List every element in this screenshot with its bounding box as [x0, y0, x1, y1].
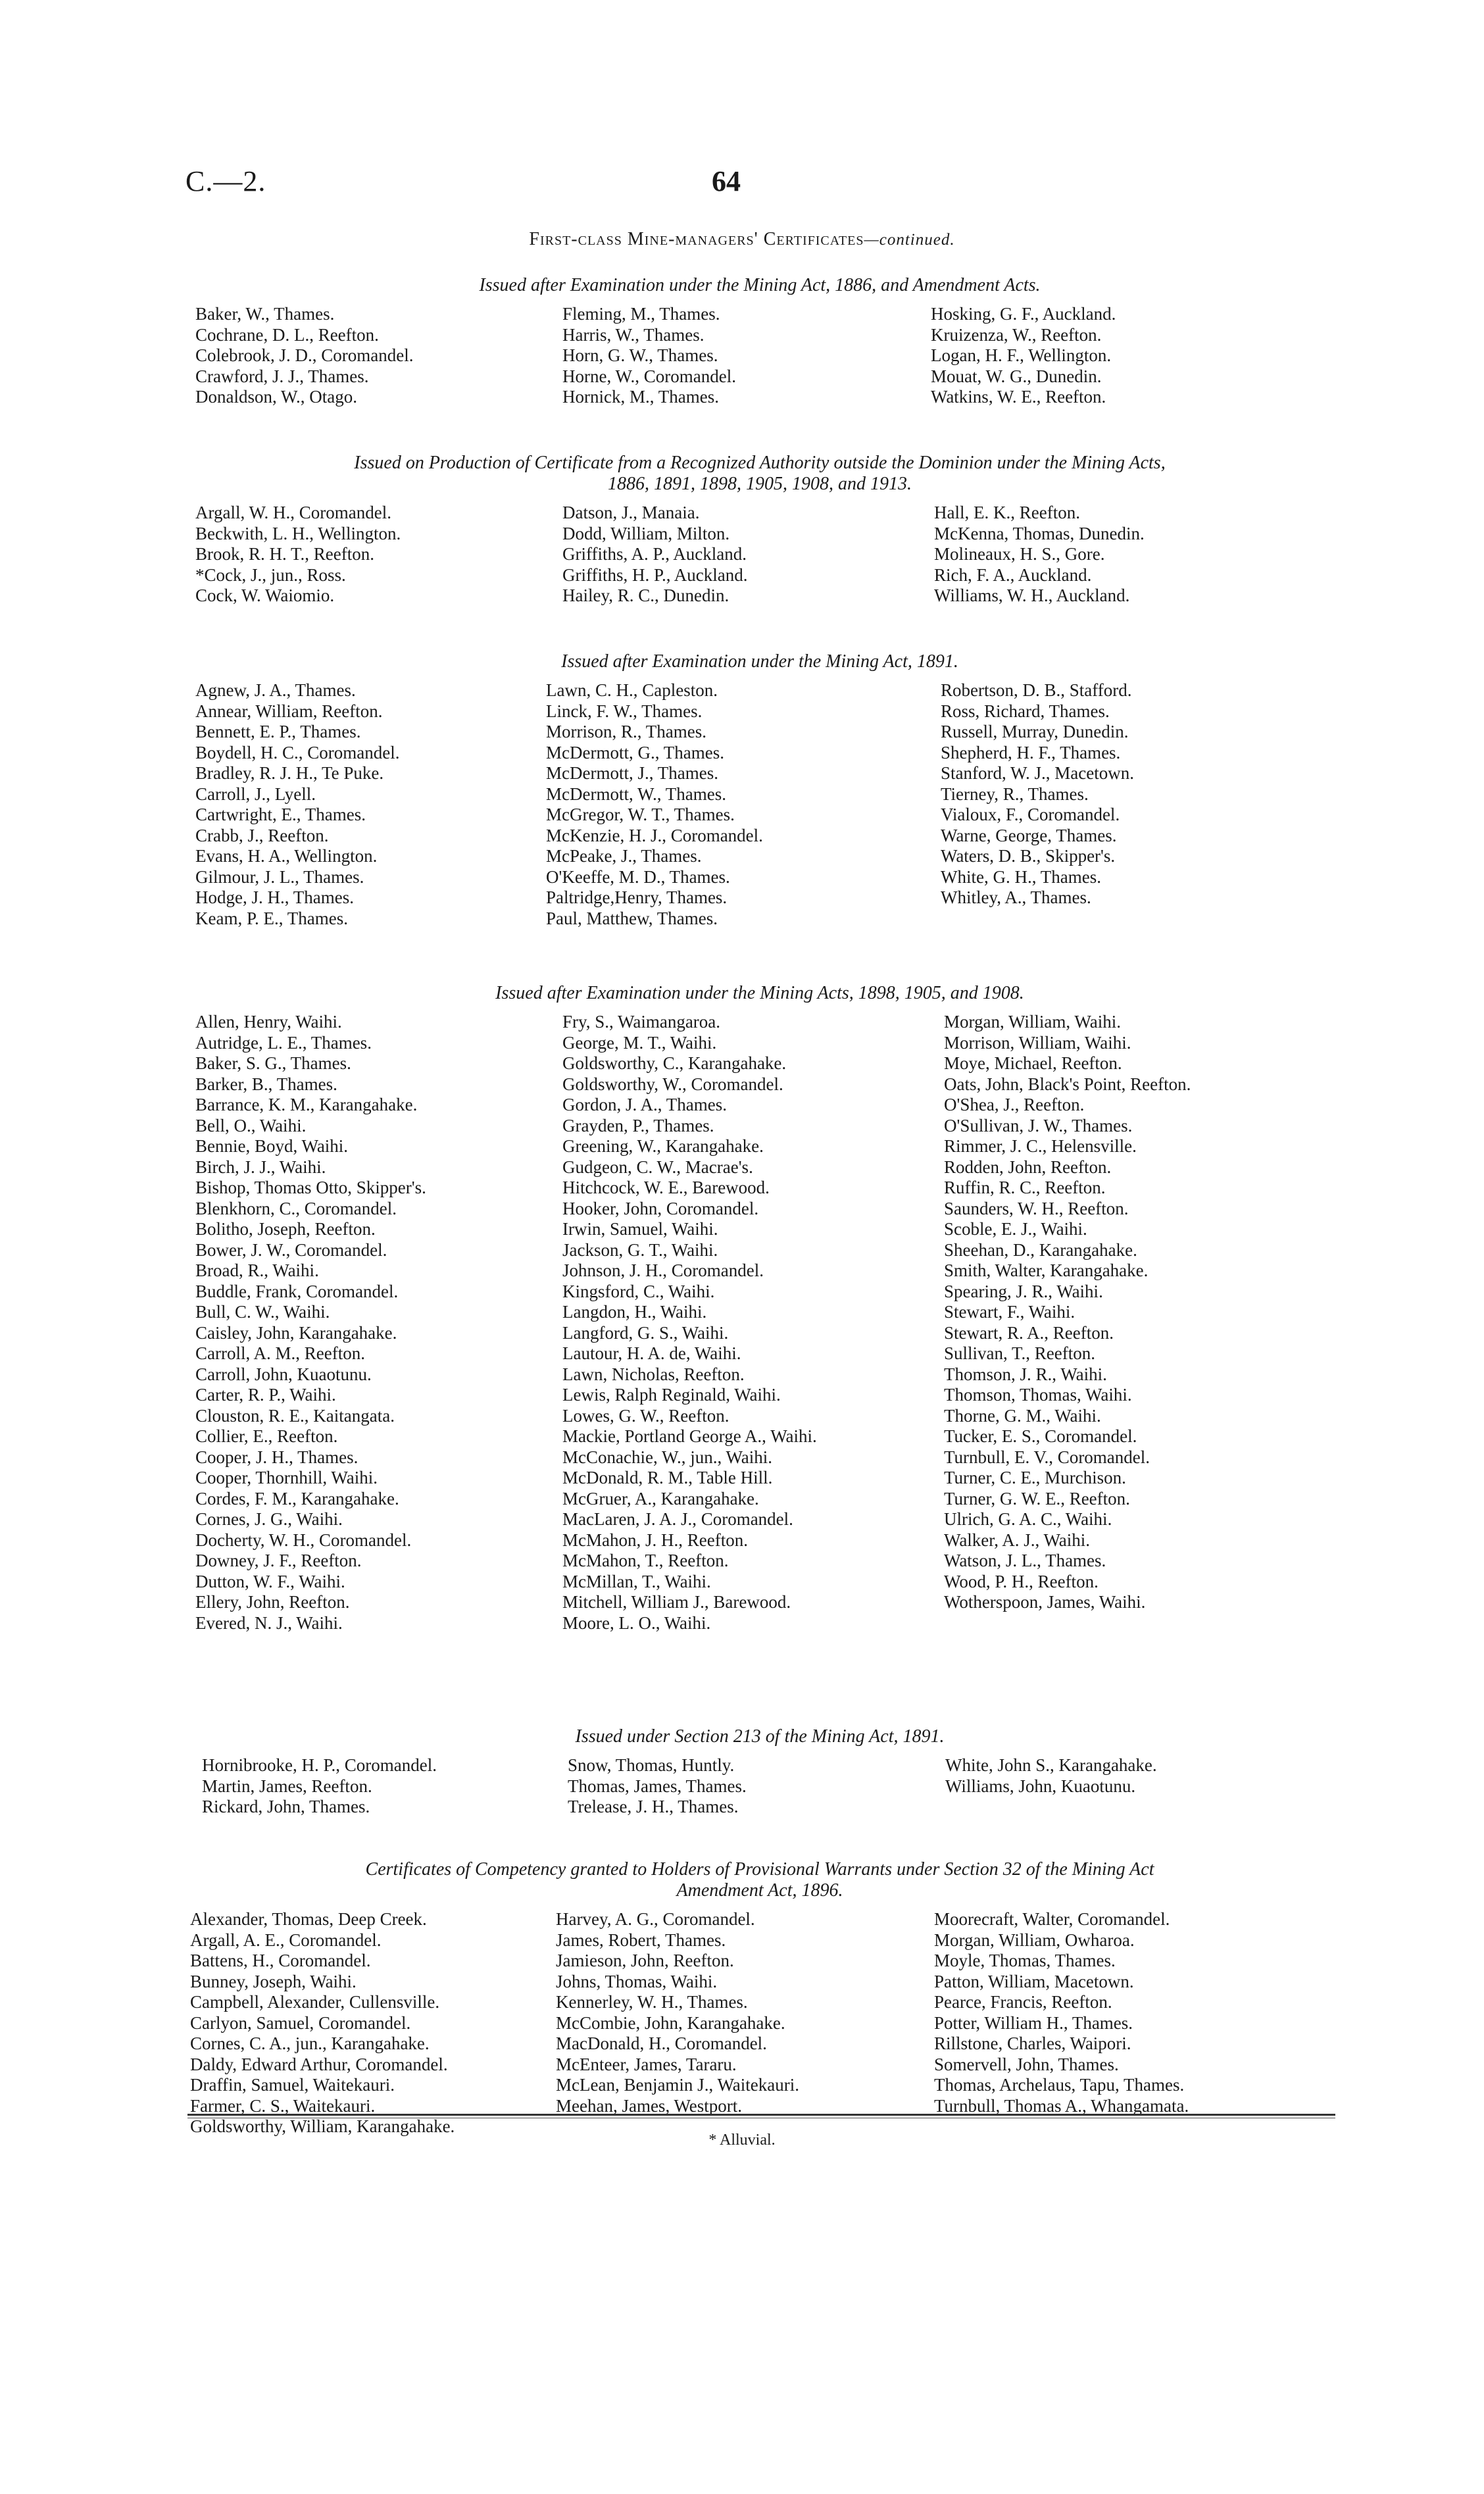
list-item: Cordes, F. M., Karangahake.	[195, 1488, 399, 1509]
list-item: Broad, R., Waihi.	[195, 1260, 319, 1280]
list-item: Crabb, J., Reefton.	[195, 825, 329, 845]
list-item: McEnteer, James, Tararu.	[556, 2054, 737, 2074]
list-item: Clouston, R. E., Kaitangata.	[195, 1405, 395, 1426]
list-item: Thorne, G. M., Waihi.	[944, 1405, 1101, 1426]
list-item: Meehan, James, Westport.	[556, 2095, 743, 2116]
list-item: Moorecraft, Walter, Coromandel.	[934, 1909, 1170, 1929]
list-item: Paltridge,Henry, Thames.	[546, 887, 728, 907]
name-column	[556, 1909, 799, 2116]
name-columns	[187, 1909, 1332, 2139]
list-item: Johnson, J. H., Coromandel.	[562, 1260, 764, 1280]
list-item: Potter, William H., Thames.	[934, 2012, 1133, 2033]
document-reference: C.—2.	[186, 165, 266, 197]
list-item: Dodd, William, Milton.	[562, 523, 730, 543]
list-item: Rickard, John, Thames.	[202, 1797, 370, 1816]
name-column	[562, 1012, 817, 1634]
list-item: Stanford, W. J., Macetown.	[941, 763, 1134, 783]
list-item: Argall, W. H., Coromandel.	[195, 503, 391, 522]
list-item: Russell, Murray, Dunedin.	[941, 722, 1129, 741]
list-item: Fleming, M., Thames.	[562, 304, 720, 324]
list-item: Lewis, Ralph Reginald, Waihi.	[562, 1385, 781, 1405]
list-item: Autridge, L. E., Thames.	[195, 1032, 372, 1053]
list-item: Griffiths, A. P., Auckland.	[562, 544, 747, 564]
list-item: Tucker, E. S., Coromandel.	[944, 1426, 1137, 1446]
list-item: Williams, W. H., Auckland.	[934, 586, 1130, 605]
list-item: Hodge, J. H., Thames.	[195, 887, 354, 907]
list-item: Turner, G. W. E., Reefton.	[944, 1488, 1130, 1509]
list-item: Griffiths, H. P., Auckland.	[562, 564, 748, 585]
list-item: Allen, Henry, Waihi.	[195, 1012, 342, 1032]
list-item: McGruer, A., Karangahake.	[562, 1488, 759, 1509]
list-item: Pearce, Francis, Reefton.	[934, 1992, 1112, 2012]
list-item: Hooker, John, Coromandel.	[562, 1198, 759, 1218]
list-item: Gilmour, J. L., Thames.	[195, 866, 364, 887]
list-item: Turnbull, E. V., Coromandel.	[944, 1447, 1150, 1467]
list-item: Whitley, A., Thames.	[941, 887, 1091, 907]
list-item: Datson, J., Manaia.	[562, 503, 700, 522]
section-title-line: Issued after Examination under the Mining Acts, 1898, 1905, and 1908.	[495, 983, 1024, 1003]
list-item: Campbell, Alexander, Cullensville.	[190, 1992, 440, 2012]
list-item: Trelease, J. H., Thames.	[568, 1797, 739, 1816]
list-item: Baker, W., Thames.	[195, 304, 335, 324]
list-item: Hornick, M., Thames.	[562, 387, 719, 407]
section-provisional-warrants	[187, 1859, 1332, 2139]
list-item: Gudgeon, C. W., Macrae's.	[562, 1157, 753, 1177]
name-column	[190, 1909, 455, 2137]
section-1898-exam	[187, 983, 1332, 1637]
list-item: Shepherd, H. F., Thames.	[941, 742, 1121, 762]
list-item: Agnew, J. A., Thames.	[195, 680, 356, 700]
list-item: Carroll, A. M., Reefton.	[195, 1343, 365, 1363]
list-item: Johns, Thomas, Waihi.	[556, 1971, 718, 1991]
name-column	[944, 1012, 1191, 1613]
list-item: Draffin, Samuel, Waitekauri.	[190, 2075, 395, 2095]
list-item: Stewart, R. A., Reefton.	[944, 1322, 1114, 1343]
list-item: O'Shea, J., Reefton.	[944, 1095, 1085, 1114]
name-column	[195, 304, 413, 408]
list-item: Bolitho, Joseph, Reefton.	[195, 1219, 376, 1239]
list-item: Watson, J. L., Thames.	[944, 1551, 1106, 1570]
list-item: Evered, N. J., Waihi.	[195, 1612, 343, 1633]
list-item: Waters, D. B., Skipper's.	[941, 846, 1116, 866]
list-item: Morrison, R., Thames.	[546, 722, 706, 741]
list-item: Lawn, C. H., Capleston.	[546, 680, 718, 700]
list-item: Beckwith, L. H., Wellington.	[195, 523, 401, 543]
list-item: Oats, John, Black's Point, Reefton.	[944, 1074, 1191, 1094]
list-item: Smith, Walter, Karangahake.	[944, 1260, 1149, 1280]
list-item: Carter, R. P., Waihi.	[195, 1385, 336, 1405]
list-item: Irwin, Samuel, Waihi.	[562, 1219, 718, 1239]
list-item: McGregor, W. T., Thames.	[546, 805, 735, 824]
list-item: Molineaux, H. S., Gore.	[934, 544, 1105, 564]
list-item: Annear, William, Reefton.	[195, 701, 383, 721]
list-item: Battens, H., Coromandel.	[190, 1951, 371, 1970]
list-item: Birch, J. J., Waihi.	[195, 1157, 326, 1177]
list-item: Morrison, William, Waihi.	[944, 1032, 1131, 1053]
list-item: Ellery, John, Reefton.	[195, 1592, 350, 1612]
list-item: Alexander, Thomas, Deep Creek.	[190, 1909, 427, 1929]
name-column	[562, 503, 748, 607]
list-item: Barker, B., Thames.	[195, 1074, 337, 1094]
list-item: Moyle, Thomas, Thames.	[934, 1951, 1116, 1970]
name-column	[562, 304, 736, 408]
list-item: Docherty, W. H., Coromandel.	[195, 1530, 412, 1550]
list-item: Jamieson, John, Reefton.	[556, 1951, 734, 1970]
list-item: Martin, James, Reefton.	[202, 1776, 372, 1796]
list-item: Kingsford, C., Waihi.	[562, 1281, 715, 1301]
list-item: Sullivan, T., Reefton.	[944, 1343, 1095, 1363]
list-item: Crawford, J. J., Thames.	[195, 366, 369, 386]
list-item: Horn, G. W., Thames.	[562, 345, 718, 365]
list-item: MacDonald, H., Coromandel.	[556, 2033, 767, 2053]
list-item: Langford, G. S., Waihi.	[562, 1322, 729, 1343]
list-item: Jackson, G. T., Waihi.	[562, 1239, 718, 1260]
list-item: Goldsworthy, W., Coromandel.	[562, 1074, 783, 1094]
list-item: O'Keeffe, M. D., Thames.	[546, 866, 730, 887]
list-item: Cochrane, D. L., Reefton.	[195, 324, 379, 345]
section-title	[187, 651, 1332, 672]
name-columns	[187, 304, 1332, 409]
name-column	[934, 1909, 1189, 2116]
list-item: McMahon, T., Reefton.	[562, 1551, 729, 1570]
list-item: White, John S., Karangahake.	[945, 1755, 1157, 1775]
list-item: Bunney, Joseph, Waihi.	[190, 1971, 357, 1991]
list-item: Robertson, D. B., Stafford.	[941, 680, 1132, 700]
name-column	[195, 680, 399, 929]
list-item: Williams, John, Kuaotunu.	[945, 1776, 1136, 1796]
list-item: Mouat, W. G., Dunedin.	[931, 366, 1102, 386]
list-item: McCombie, John, Karangahake.	[556, 2012, 785, 2033]
list-item: Thomas, James, Thames.	[568, 1776, 747, 1796]
list-item: Rodden, John, Reefton.	[944, 1157, 1112, 1177]
list-item: Thomson, J. R., Waihi.	[944, 1364, 1107, 1384]
list-item: Mackie, Portland George A., Waihi.	[562, 1426, 817, 1446]
list-item: Hitchcock, W. E., Barewood.	[562, 1178, 770, 1197]
list-item: McLean, Benjamin J., Waitekauri.	[556, 2075, 799, 2095]
list-item: Lawn, Nicholas, Reefton.	[562, 1364, 745, 1384]
section-title	[187, 1726, 1332, 1747]
name-columns	[187, 680, 1332, 930]
list-item: Hosking, G. F., Auckland.	[931, 304, 1116, 324]
section-title	[187, 1859, 1332, 1901]
list-item: McDermott, J., Thames.	[546, 763, 718, 783]
name-columns	[187, 503, 1332, 608]
section-title	[187, 983, 1332, 1004]
list-item: Langdon, H., Waihi.	[562, 1302, 707, 1322]
name-column	[934, 503, 1145, 607]
list-item: Hall, E. K., Reefton.	[934, 503, 1080, 522]
heading-continued: —continued.	[864, 231, 955, 249]
list-item: Thomas, Archelaus, Tapu, Thames.	[934, 2075, 1185, 2095]
list-item: Tierney, R., Thames.	[941, 784, 1089, 804]
list-item: Patton, William, Macetown.	[934, 1971, 1134, 1991]
list-item: Carroll, John, Kuaotunu.	[195, 1364, 372, 1384]
footer-rule	[187, 2114, 1335, 2116]
list-item: McMahon, J. H., Reefton.	[562, 1530, 748, 1550]
list-item: Bennett, E. P., Thames.	[195, 722, 361, 741]
list-item: Barrance, K. M., Karangahake.	[195, 1095, 418, 1114]
list-item: Walker, A. J., Waihi.	[944, 1530, 1091, 1550]
list-item: Harvey, A. G., Coromandel.	[556, 1909, 755, 1929]
section-213	[187, 1726, 1332, 1821]
list-item: Lowes, G. W., Reefton.	[562, 1405, 730, 1426]
list-item: Thomson, Thomas, Waihi.	[944, 1385, 1132, 1405]
list-item: Horne, W., Coromandel.	[562, 366, 736, 386]
section-title-line: Issued after Examination under the Mining Act, 1891.	[561, 651, 958, 672]
name-column	[568, 1755, 747, 1818]
list-item: Moore, L. O., Waihi.	[562, 1612, 711, 1633]
list-item: Bradley, R. J. H., Te Puke.	[195, 763, 384, 783]
list-item: Ruffin, R. C., Reefton.	[944, 1178, 1106, 1197]
list-item: Somervell, John, Thames.	[934, 2054, 1119, 2074]
heading-main: First-class Mine-managers' Certificates	[529, 229, 864, 249]
list-item: McConachie, W., jun., Waihi.	[562, 1447, 773, 1467]
list-item: Rimmer, J. C., Helensville.	[944, 1136, 1137, 1156]
list-item: Daldy, Edward Arthur, Coromandel.	[190, 2054, 448, 2074]
section-title-line: Issued under Section 213 of the Mining Act, 1891.	[575, 1726, 945, 1747]
list-item: Baker, S. G., Thames.	[195, 1053, 351, 1073]
list-item: Bell, O., Waihi.	[195, 1115, 307, 1135]
list-item: *Cock, J., jun., Ross.	[195, 564, 346, 585]
list-item: Kruizenza, W., Reefton.	[931, 324, 1102, 345]
list-item: James, Robert, Thames.	[556, 1930, 726, 1950]
list-item: Ross, Richard, Thames.	[941, 701, 1110, 721]
list-item: Bishop, Thomas Otto, Skipper's.	[195, 1178, 426, 1197]
list-item: Buddle, Frank, Coromandel.	[195, 1281, 399, 1301]
name-column	[931, 304, 1116, 408]
list-item: Greening, W., Karangahake.	[562, 1136, 764, 1156]
list-item: Linck, F. W., Thames.	[546, 701, 703, 721]
list-item: Watkins, W. E., Reefton.	[931, 387, 1106, 407]
list-item: Hailey, R. C., Dunedin.	[562, 586, 730, 605]
list-item: Farmer, C. S., Waitekauri.	[190, 2095, 376, 2116]
page-number: 64	[712, 165, 741, 197]
list-item: Keam, P. E., Thames.	[195, 908, 348, 928]
list-item: Paul, Matthew, Thames.	[546, 908, 718, 928]
list-item: Hornibrooke, H. P., Coromandel.	[202, 1755, 437, 1775]
section-title-line: Amendment Act, 1896.	[676, 1880, 843, 1901]
list-item: Kennerley, W. H., Thames.	[556, 1992, 748, 2012]
list-item: Bull, C. W., Waihi.	[195, 1302, 330, 1322]
list-item: Scoble, E. J., Waihi.	[944, 1219, 1087, 1239]
list-item: Cooper, Thornhill, Waihi.	[195, 1468, 378, 1487]
list-item: Rillstone, Charles, Waipori.	[934, 2033, 1131, 2053]
list-item: Cornes, C. A., jun., Karangahake.	[190, 2033, 430, 2053]
list-item: Argall, A. E., Coromandel.	[190, 1930, 382, 1950]
list-item: McDonald, R. M., Table Hill.	[562, 1468, 773, 1487]
name-column	[546, 680, 763, 929]
list-item: Carlyon, Samuel, Coromandel.	[190, 2012, 411, 2033]
list-item: Evans, H. A., Wellington.	[195, 846, 378, 866]
list-item: Saunders, W. H., Reefton.	[944, 1198, 1129, 1218]
list-item: McDermott, W., Thames.	[546, 784, 726, 804]
list-item: Lautour, H. A. de, Waihi.	[562, 1343, 741, 1363]
page-heading	[0, 229, 1484, 250]
list-item: McDermott, G., Thames.	[546, 742, 724, 762]
list-item: Dutton, W. F., Waihi.	[195, 1571, 345, 1591]
list-item: Rich, F. A., Auckland.	[934, 564, 1092, 585]
list-item: Morgan, William, Waihi.	[944, 1012, 1121, 1032]
list-item: Bower, J. W., Coromandel.	[195, 1239, 387, 1260]
section-1886-exam	[187, 275, 1332, 409]
list-item: O'Sullivan, J. W., Thames.	[944, 1115, 1133, 1135]
list-item: Spearing, J. R., Waihi.	[944, 1281, 1103, 1301]
list-item: Harris, W., Thames.	[562, 324, 705, 345]
list-item: George, M. T., Waihi.	[562, 1032, 717, 1053]
list-item: McPeake, J., Thames.	[546, 846, 702, 866]
list-item: Boydell, H. C., Coromandel.	[195, 742, 400, 762]
list-item: Cooper, J. H., Thames.	[195, 1447, 359, 1467]
list-item: Donaldson, W., Otago.	[195, 387, 357, 407]
list-item: Logan, H. F., Wellington.	[931, 345, 1112, 365]
list-item: Vialoux, F., Coromandel.	[941, 805, 1120, 824]
name-columns	[187, 1755, 1332, 1821]
name-column	[202, 1755, 437, 1818]
list-item: McKenna, Thomas, Dunedin.	[934, 523, 1145, 543]
list-item: Snow, Thomas, Huntly.	[568, 1755, 735, 1775]
list-item: McMillan, T., Waihi.	[562, 1571, 711, 1591]
list-item: Grayden, P., Thames.	[562, 1115, 714, 1135]
name-column	[195, 1012, 426, 1634]
list-item: Goldsworthy, C., Karangahake.	[562, 1053, 787, 1073]
list-item: Moye, Michael, Reefton.	[944, 1053, 1122, 1073]
list-item: Morgan, William, Owharoa.	[934, 1930, 1135, 1950]
section-recognized-authority	[187, 453, 1332, 608]
list-item: Mitchell, William J., Barewood.	[562, 1592, 791, 1612]
list-item: Cock, W. Waiomio.	[195, 586, 335, 605]
name-column	[945, 1755, 1157, 1797]
list-item: Brook, R. H. T., Reefton.	[195, 544, 374, 564]
list-item: Downey, J. F., Reefton.	[195, 1551, 362, 1570]
section-title	[187, 453, 1332, 495]
section-1891-exam	[187, 651, 1332, 930]
list-item: Gordon, J. A., Thames.	[562, 1095, 727, 1114]
list-item: Cornes, J. G., Waihi.	[195, 1509, 343, 1529]
section-title-line: Issued on Production of Certificate from a Recognized Authority outside the Dominion under the Mining Acts,	[354, 453, 1166, 473]
list-item: Carroll, J., Lyell.	[195, 784, 316, 804]
list-item: Wood, P. H., Reefton.	[944, 1571, 1099, 1591]
footnote: * Alluvial.	[708, 2132, 776, 2149]
list-item: Goldsworthy, William, Karangahake.	[190, 2116, 455, 2136]
section-title-line: Certificates of Competency granted to Holders of Provisional Warrants under Section 32 of the Mining Act	[365, 1859, 1154, 1880]
name-column	[195, 503, 401, 607]
list-item: Stewart, F., Waihi.	[944, 1302, 1076, 1322]
section-title-line: Issued after Examination under the Mining Act, 1886, and Amendment Acts.	[479, 275, 1041, 295]
section-title-line: 1886, 1891, 1898, 1905, 1908, and 1913.	[608, 474, 912, 494]
list-item: Collier, E., Reefton.	[195, 1426, 338, 1446]
list-item: Wotherspoon, James, Waihi.	[944, 1592, 1146, 1612]
list-item: Colebrook, J. D., Coromandel.	[195, 345, 414, 365]
list-item: Cartwright, E., Thames.	[195, 805, 366, 824]
list-item: Blenkhorn, C., Coromandel.	[195, 1198, 397, 1218]
list-item: Ulrich, G. A. C., Waihi.	[944, 1509, 1112, 1529]
list-item: White, G. H., Thames.	[941, 866, 1101, 887]
list-item: Warne, George, Thames.	[941, 825, 1117, 845]
list-item: McKenzie, H. J., Coromandel.	[546, 825, 763, 845]
list-item: Turner, C. E., Murchison.	[944, 1468, 1126, 1487]
name-columns	[187, 1012, 1332, 1637]
list-item: MacLaren, J. A. J., Coromandel.	[562, 1509, 793, 1529]
list-item: Caisley, John, Karangahake.	[195, 1322, 397, 1343]
list-item: Sheehan, D., Karangahake.	[944, 1239, 1137, 1260]
name-column	[941, 680, 1134, 909]
list-item: Bennie, Boyd, Waihi.	[195, 1136, 349, 1156]
list-item: Turnbull, Thomas A., Whangamata.	[934, 2095, 1189, 2116]
section-title	[187, 275, 1332, 296]
list-item: Fry, S., Waimangaroa.	[562, 1012, 721, 1032]
